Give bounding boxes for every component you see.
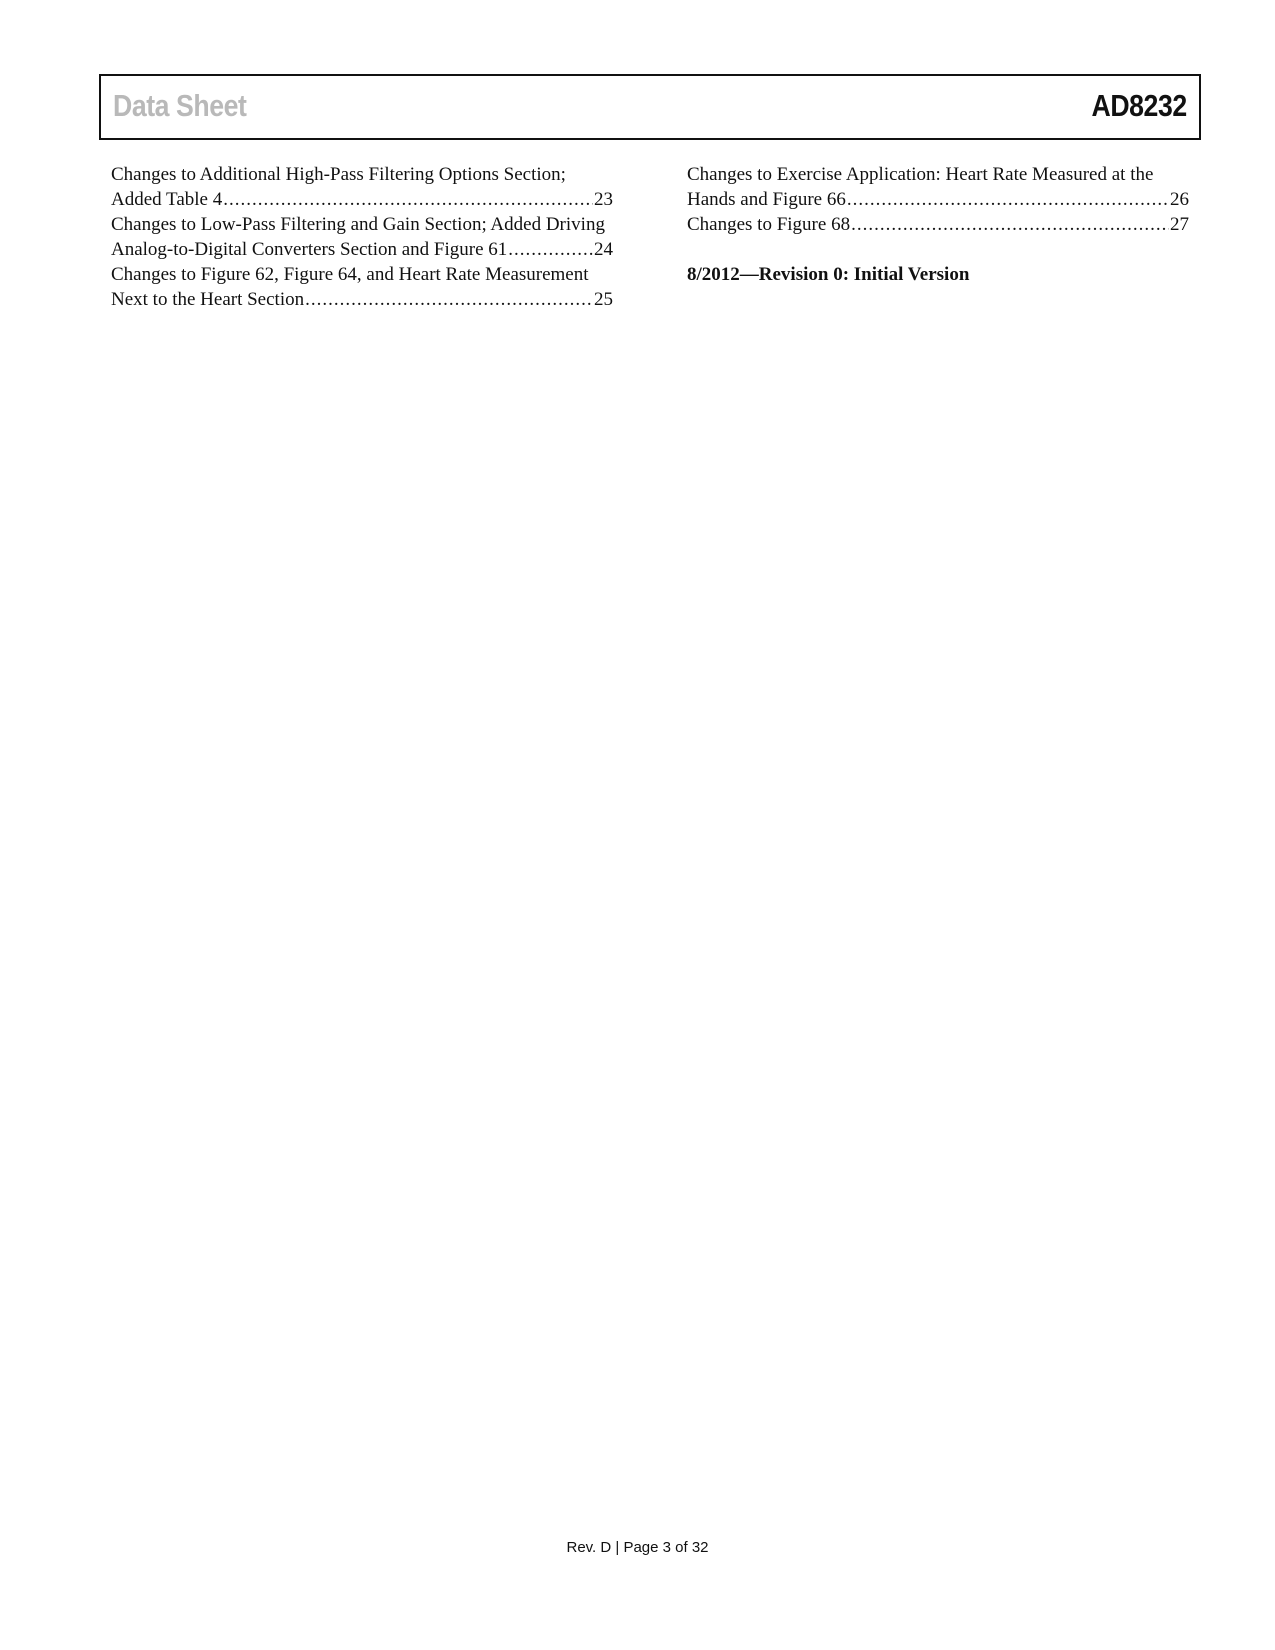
- revision-entry: [111, 262, 613, 312]
- entry-text: Hands and Figure 66: [687, 189, 846, 210]
- header-part-number: AD8232: [1091, 88, 1187, 123]
- entry-text: Changes to Additional High-Pass Filtering Options Section;: [111, 164, 566, 185]
- entry-text: Changes to Figure 62, Figure 64, and Heart Rate Measurement: [111, 264, 589, 285]
- entry-text: Changes to Figure 68: [687, 214, 851, 235]
- revision-heading: 8/2012—Revision 0: Initial Version: [687, 264, 970, 285]
- toc-line: [111, 237, 613, 262]
- page-number: 25: [594, 289, 613, 310]
- dot-leader: [305, 287, 593, 312]
- page-number: 26: [1170, 189, 1189, 210]
- page-number: 24: [594, 239, 613, 260]
- page-number: 27: [1170, 214, 1189, 235]
- right-column: [687, 162, 1189, 287]
- left-column: [111, 162, 613, 312]
- entry-text: Changes to Exercise Application: Heart Rate Measured at the: [687, 164, 1154, 185]
- toc-line: [687, 187, 1189, 212]
- page-number: 23: [594, 189, 613, 210]
- toc-line: [111, 287, 613, 312]
- toc-line: [111, 187, 613, 212]
- page-header: [99, 74, 1201, 140]
- revision-entry: [687, 212, 1189, 237]
- entry-text: Next to the Heart Section: [111, 289, 305, 310]
- entry-text: Changes to Low-Pass Filtering and Gain Section; Added Driving: [111, 214, 605, 235]
- revision-entry: [111, 212, 613, 262]
- dot-leader: [851, 212, 1169, 237]
- revision-entry: [111, 162, 613, 212]
- revision-entry: [687, 162, 1189, 212]
- dot-leader: [847, 187, 1169, 212]
- page-footer: Rev. D | Page 3 of 32: [566, 1539, 709, 1556]
- dot-leader: [508, 237, 593, 262]
- header-title: Data Sheet: [113, 88, 247, 123]
- entry-text: Analog-to-Digital Converters Section and Figure 61: [111, 239, 508, 260]
- entry-text: Added Table 4: [111, 189, 223, 210]
- toc-line: [687, 212, 1189, 237]
- dot-leader: [223, 187, 593, 212]
